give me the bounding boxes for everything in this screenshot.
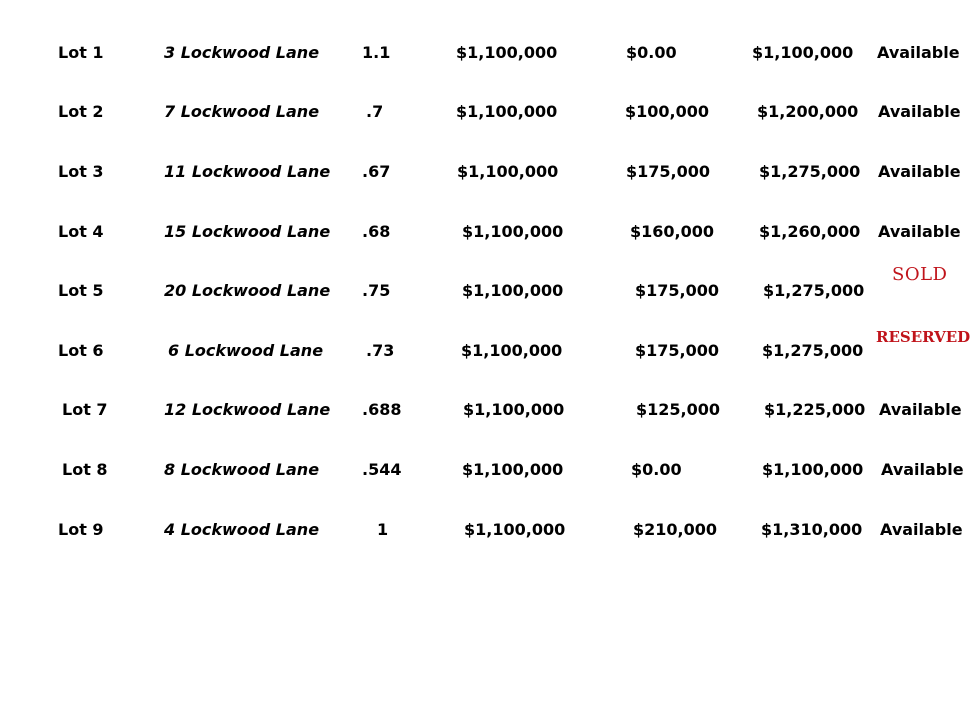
lot-number: Lot 8 bbox=[62, 460, 108, 479]
lot-total-price: $1,100,000 bbox=[752, 43, 854, 62]
lot-address: 8 Lockwood Lane bbox=[164, 460, 320, 479]
lot-total-price: $1,275,000 bbox=[762, 341, 864, 360]
lot-acres: .68 bbox=[362, 222, 391, 241]
lot-total-price: $1,275,000 bbox=[763, 281, 865, 300]
lot-row bbox=[0, 264, 960, 306]
lot-premium: $160,000 bbox=[630, 222, 715, 241]
lot-number: Lot 1 bbox=[58, 43, 104, 62]
lot-total-price: $1,100,000 bbox=[762, 460, 864, 479]
lot-number: Lot 7 bbox=[62, 400, 108, 419]
lot-status: RESERVED bbox=[876, 328, 970, 346]
lot-number: Lot 4 bbox=[58, 222, 104, 241]
lot-address: 3 Lockwood Lane bbox=[164, 43, 320, 62]
lot-row bbox=[0, 395, 960, 425]
lot-base-price: $1,100,000 bbox=[462, 222, 564, 241]
lot-status: Available bbox=[879, 400, 962, 419]
lot-acres: .67 bbox=[362, 162, 391, 181]
lot-base-price: $1,100,000 bbox=[462, 281, 564, 300]
lot-address: 7 Lockwood Lane bbox=[164, 102, 320, 121]
lot-row bbox=[0, 97, 960, 127]
lot-acres: 1 bbox=[377, 520, 389, 539]
lot-total-price: $1,310,000 bbox=[761, 520, 863, 539]
lot-acres: .73 bbox=[366, 341, 395, 360]
lot-status: Available bbox=[877, 43, 960, 62]
lot-number: Lot 2 bbox=[58, 102, 104, 121]
lot-premium: $175,000 bbox=[626, 162, 711, 181]
lot-acres: .75 bbox=[362, 281, 391, 300]
lot-address: 11 Lockwood Lane bbox=[164, 162, 331, 181]
lot-total-price: $1,275,000 bbox=[759, 162, 861, 181]
lot-address: 12 Lockwood Lane bbox=[164, 400, 331, 419]
lot-acres: 1.1 bbox=[362, 43, 391, 62]
lot-acres: .7 bbox=[366, 102, 384, 121]
lot-base-price: $1,100,000 bbox=[463, 400, 565, 419]
lot-total-price: $1,225,000 bbox=[764, 400, 866, 419]
lot-premium: $175,000 bbox=[635, 341, 720, 360]
lot-status: Available bbox=[880, 520, 963, 539]
lot-acres: .544 bbox=[362, 460, 402, 479]
lot-status: Available bbox=[878, 102, 961, 121]
lot-row bbox=[0, 455, 964, 485]
lot-address: 15 Lockwood Lane bbox=[164, 222, 331, 241]
lot-number: Lot 9 bbox=[58, 520, 104, 539]
lot-base-price: $1,100,000 bbox=[456, 102, 558, 121]
lot-status: Available bbox=[878, 222, 961, 241]
lot-base-price: $1,100,000 bbox=[457, 162, 559, 181]
lot-base-price: $1,100,000 bbox=[456, 43, 558, 62]
lot-status: Available bbox=[881, 460, 964, 479]
lot-number: Lot 5 bbox=[58, 281, 104, 300]
lot-base-price: $1,100,000 bbox=[461, 341, 563, 360]
lot-premium: $0.00 bbox=[626, 43, 677, 62]
lot-base-price: $1,100,000 bbox=[464, 520, 566, 539]
lot-status: SOLD bbox=[892, 264, 948, 285]
lot-number: Lot 3 bbox=[58, 162, 104, 181]
lot-row bbox=[0, 217, 960, 247]
lot-premium: $100,000 bbox=[625, 102, 710, 121]
lot-row bbox=[0, 328, 970, 366]
lot-total-price: $1,200,000 bbox=[757, 102, 859, 121]
lot-row bbox=[0, 515, 963, 545]
lot-row bbox=[0, 38, 960, 68]
lot-premium: $0.00 bbox=[631, 460, 682, 479]
lot-premium: $175,000 bbox=[635, 281, 720, 300]
lot-status: Available bbox=[878, 162, 961, 181]
lot-address: 4 Lockwood Lane bbox=[164, 520, 320, 539]
lot-premium: $210,000 bbox=[633, 520, 718, 539]
lot-number: Lot 6 bbox=[58, 341, 104, 360]
lot-total-price: $1,260,000 bbox=[759, 222, 861, 241]
lot-address: 6 Lockwood Lane bbox=[168, 341, 324, 360]
lot-row bbox=[0, 157, 960, 187]
lot-base-price: $1,100,000 bbox=[462, 460, 564, 479]
lot-premium: $125,000 bbox=[636, 400, 721, 419]
lot-acres: .688 bbox=[362, 400, 402, 419]
lot-address: 20 Lockwood Lane bbox=[164, 281, 331, 300]
